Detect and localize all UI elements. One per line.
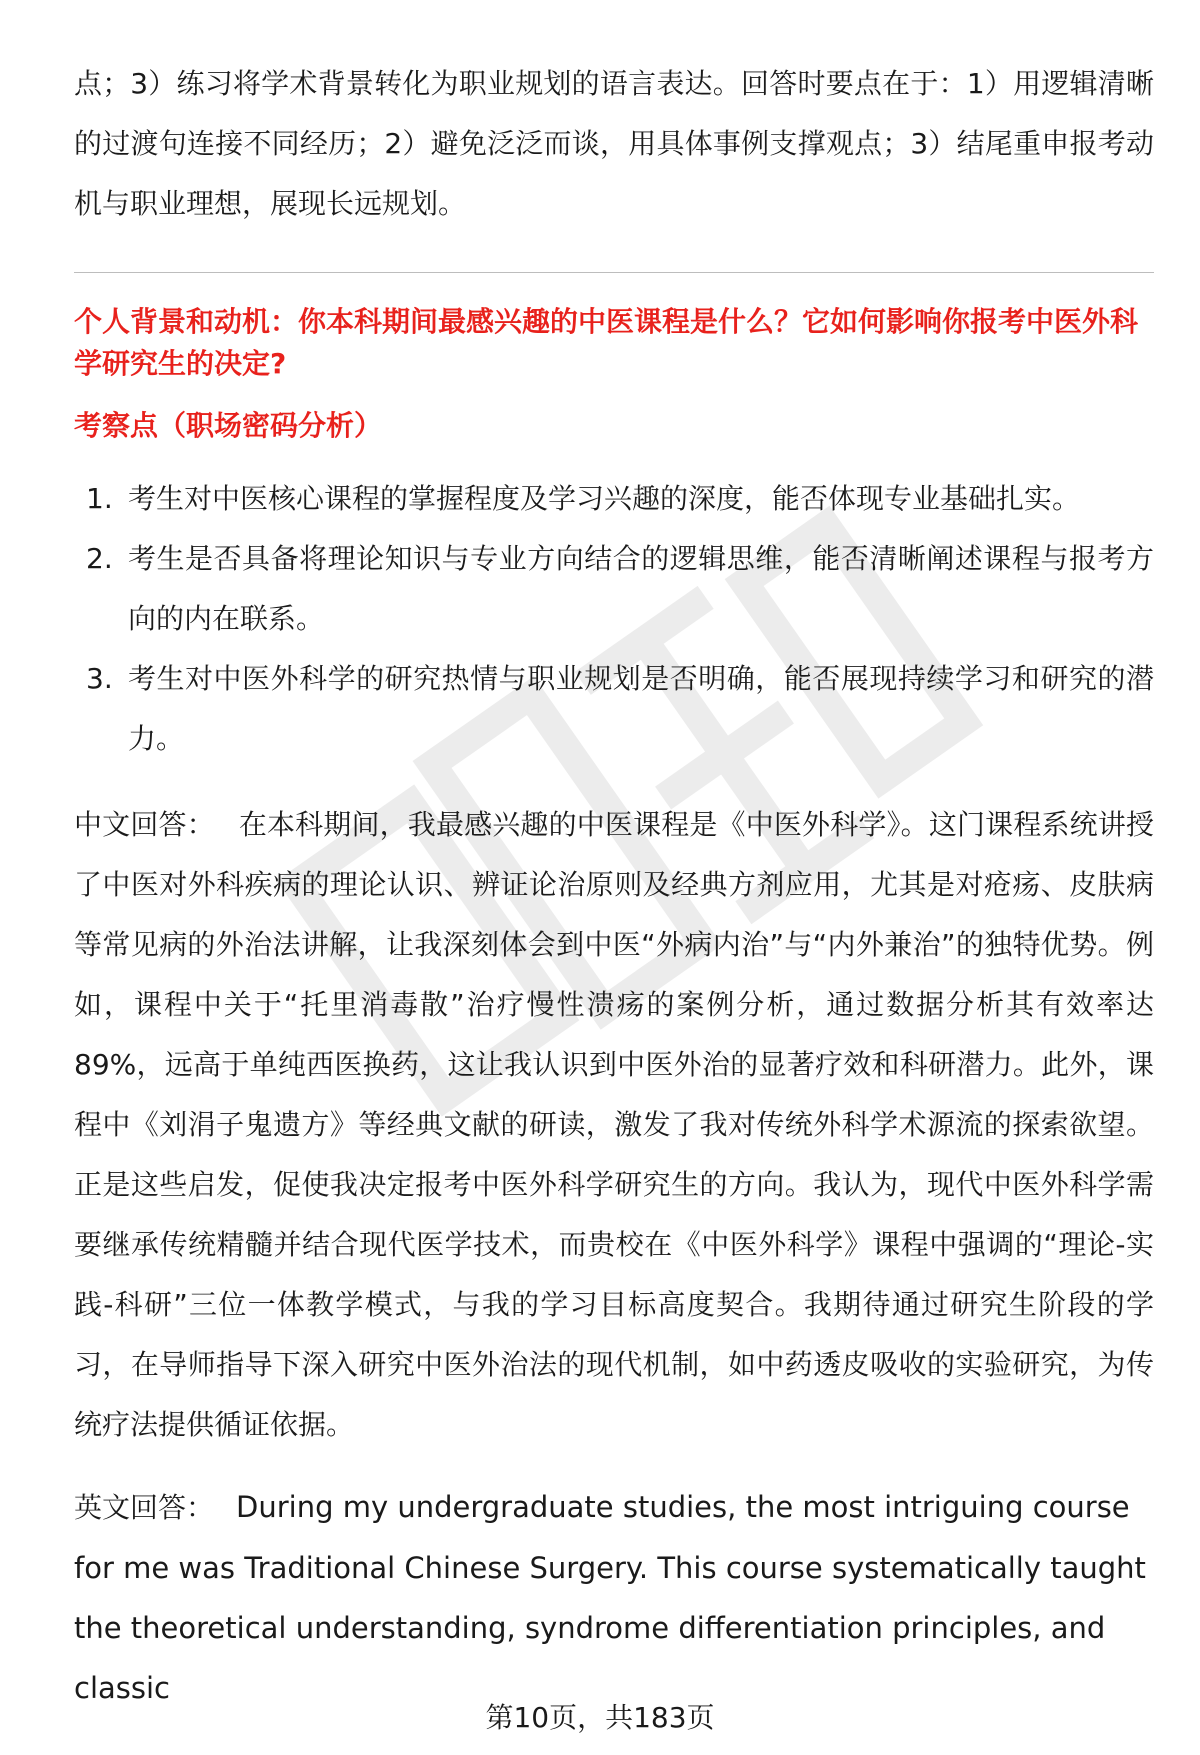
list-item-number: 2. xyxy=(86,542,113,575)
answer-english-label: 英文回答： xyxy=(74,1491,215,1524)
page-number: 第10页，共183页 xyxy=(485,1701,715,1734)
list-item-text: 考生是否具备将理论知识与专业方向结合的逻辑思维，能否清晰阐述课程与报考方向的内在联系。 xyxy=(128,542,1154,635)
question-heading: 个人背景和动机：你本科期间最感兴趣的中医课程是什么？它如何影响你报考中医外科学研究生的决定? xyxy=(74,305,1139,380)
list-item-text: 考生对中医核心课程的掌握程度及学习兴趣的深度，能否体现专业基础扎实。 xyxy=(128,482,1081,515)
answer-english-text: During my undergraduate studies, the most intriguing course for me was Traditional Chinese Surgery. This course systematically taught the theoretical understanding, syndrome differentiation principles, and classic xyxy=(74,1490,1146,1705)
list-item xyxy=(74,469,1154,529)
section-divider xyxy=(74,272,1154,273)
list-item-number: 1. xyxy=(86,482,113,515)
document-page xyxy=(74,54,1154,1718)
assessment-list xyxy=(74,469,1154,769)
answer-english xyxy=(74,1477,1154,1718)
list-item xyxy=(74,649,1154,769)
answer-chinese-text: 在本科期间，我最感兴趣的中医课程是《中医外科学》。这门课程系统讲授了中医对外科疾病的理论认识、辨证论治原则及经典方剂应用，尤其是对疮疡、皮肤病等常见病的外治法讲解，让我深刻体会到中医“外病内治”与“内外兼治”的独特优势。例如，课程中关于“托里消毒散”治疗慢性溃疡的案例分析，通过数据分析其有效率达89%，远高于单纯西医换药，这让我认识到中医外治的显著疗效和科研潜力。此外，课程中《刘涓子鬼遗方》等经典文献的研读，激发了我对传统外科学术源流的探索欲望。正是这些启发，促使我决定报考中医外科学研究生的方向。我认为，现代中医外科学需要继承传统精髓并结合现代医学技术，而贵校在《中医外科学》课程中强调的“理论-实践-科研”三位一体教学模式，与我的学习目标高度契合。我期待通过研究生阶段的学习，在导师指导下深入研究中医外治法的现代机制，如中药透皮吸收的实验研究，为传统疗法提供循证依据。 xyxy=(74,808,1154,1441)
intro-paragraph: 点；3）练习将学术背景转化为职业规划的语言表达。回答时要点在于：1）用逻辑清晰的过渡句连接不同经历；2）避免泛泛而谈，用具体事例支撑观点；3）结尾重申报考动机与职业理想，展现长远规划。 xyxy=(74,67,1154,220)
answer-chinese xyxy=(74,795,1154,1455)
list-item-text: 考生对中医外科学的研究热情与职业规划是否明确，能否展现持续学习和研究的潜力。 xyxy=(128,662,1154,755)
list-item-number: 3. xyxy=(86,662,113,695)
list-item xyxy=(74,529,1154,649)
assessment-heading: 考察点（职场密码分析） xyxy=(74,409,383,442)
answer-chinese-label: 中文回答： xyxy=(74,808,215,841)
